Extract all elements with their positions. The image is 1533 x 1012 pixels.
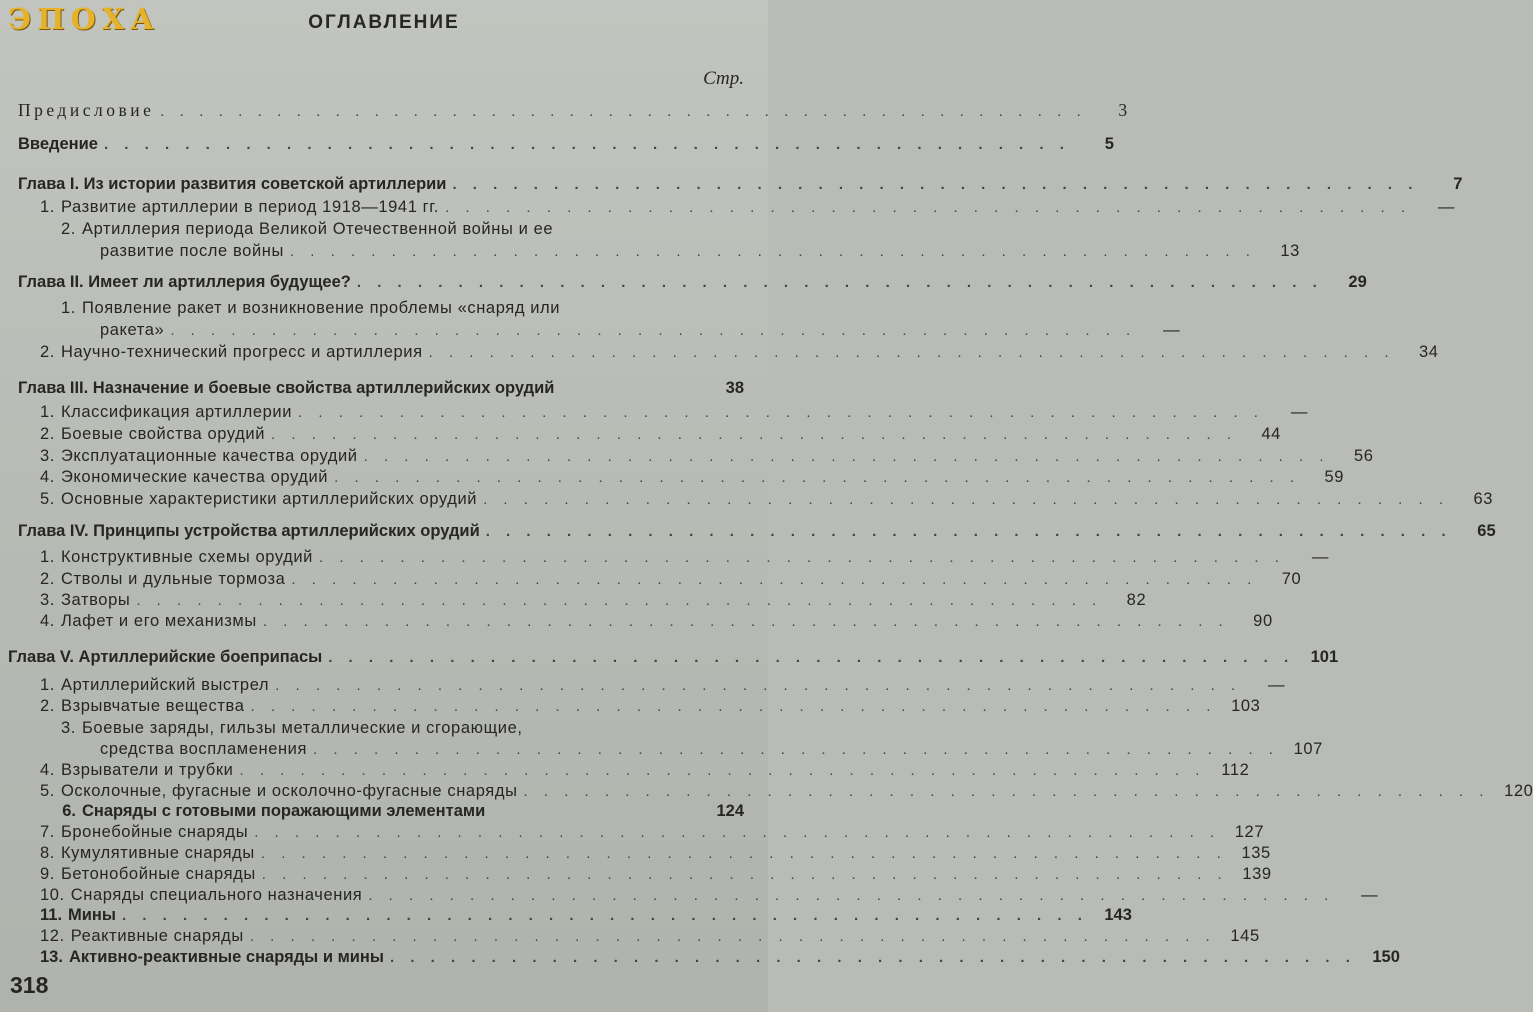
toc-entry-label: Предисловие <box>18 100 155 120</box>
toc-section-entry <box>40 402 1308 423</box>
toc-section-entry <box>40 298 744 318</box>
toc-entry-label: средства воспламенения <box>100 740 308 758</box>
toc-chapter-entry <box>18 174 1463 195</box>
toc-entry-number: 1. <box>40 403 55 421</box>
toc-entry-page: 139 <box>1242 865 1272 883</box>
toc-entry-page: 38 <box>725 379 744 397</box>
toc-entry-number: 4. <box>40 468 55 486</box>
toc-entry-label: Активно-реактивные снаряды и мины <box>68 948 384 966</box>
dot-leader: . . . . . . . . . . . . . . . . . . . . . . . . . . . . . . . . . . . . . . . . . . . . . . . . <box>298 404 1264 421</box>
toc-chapter-entry <box>100 241 1300 262</box>
toc-entry-page: 3 <box>1118 100 1131 120</box>
toc-entry-page: 29 <box>1348 273 1367 291</box>
toc-entry-page: 13 <box>1280 242 1300 260</box>
toc-entry-page: — <box>1267 676 1286 694</box>
toc-section-entry <box>40 781 1533 802</box>
toc-entry-label: Снаряды специального назначения <box>70 886 363 904</box>
toc-entry-page: — <box>1290 403 1308 421</box>
toc-section-entry <box>40 342 1439 363</box>
toc-entry-page: 7 <box>1453 175 1463 193</box>
toc-entry-label: Стволы и дульные тормоза <box>60 570 286 588</box>
toc-entry-label: Появление ракет и возникновение проблемы «снаряд или <box>82 299 561 317</box>
toc-section-entry <box>40 446 1374 467</box>
toc-entry-page: 90 <box>1253 612 1273 630</box>
toc-section-entry <box>40 947 1400 968</box>
toc-entry-number: 1. <box>40 548 55 566</box>
toc-section-entry <box>40 801 744 821</box>
toc-entry-number: 1. <box>40 198 55 216</box>
toc-entry-label: Артиллерия периода Великой Отечественной войны и ее <box>82 220 554 238</box>
toc-entry-label: Осколочные, фугасные и осколочно-фугасные снаряды <box>60 782 518 800</box>
toc-section-entry <box>40 822 1265 843</box>
toc-entry-page: 82 <box>1126 591 1147 609</box>
toc-entry-page: 124 <box>716 802 744 820</box>
toc-entry-number: 12. <box>40 927 65 945</box>
toc-entry-number: 7. <box>40 823 55 841</box>
toc-section-entry <box>40 675 1286 696</box>
toc-chapter-entry <box>8 647 1339 668</box>
toc-section-entry <box>40 467 1345 488</box>
toc-entry-page: 65 <box>1477 522 1496 540</box>
dot-leader: . . . . . . . . . . . . . . . . . . . . . . . . . . . . . . . . . . . . . . . . . . . . . . . . <box>260 845 1227 862</box>
toc-entry-number: 3. <box>40 447 55 465</box>
toc-entry-label: Взрывчатые вещества <box>60 697 245 715</box>
dot-leader: . . . . . . . . . . . . . . . . . . . . . . . . . . . . . . . . . . . . . . . . . . . . . . . . <box>249 928 1216 945</box>
toc-entry-label: Артиллерийский выстрел <box>60 676 270 694</box>
toc-entry-number: 2. <box>40 697 55 715</box>
dot-leader: . . . . . . . . . . . . . . . . . . . . . . . . . . . . . . . . . . . . . . . . . . . . . . . . <box>289 243 1256 260</box>
toc-chapter-entry <box>18 134 1114 155</box>
dot-leader: . . . . . . . . . . . . . . . . . . . . . . . . . . . . . . . . . . . . . . . . . . . . . . . . <box>428 344 1395 361</box>
toc-chapter-entry <box>18 100 1131 122</box>
toc-entry-page: 120 <box>1504 782 1533 800</box>
toc-entry-page: 34 <box>1418 343 1439 361</box>
toc-entry-number: 2. <box>40 343 55 361</box>
toc-entry-label: Реактивные снаряды <box>70 927 244 945</box>
dot-leader: . . . . . . . . . . . . . . . . . . . . . . . . . . . . . . . . . . . . . . . . . . . . . . . . <box>261 866 1228 883</box>
toc-entry-label: Научно-технический прогресс и артиллерия <box>60 343 423 361</box>
toc-entry-label: Снаряды с готовыми поражающими элементами <box>82 802 486 820</box>
toc-entry-number: 2. <box>40 425 55 443</box>
toc-entry-page: 101 <box>1310 648 1339 666</box>
toc-entry-number: 9. <box>40 865 55 883</box>
dot-leader: . . . . . . . . . . . . . . . . . . . . . . . . . . . . . . . . . . . . . . . . . . . . . . . . <box>262 613 1229 630</box>
dot-leader: . . . . . . . . . . . . . . . . . . . . . . . . . . . . . . . . . . . . . . . . . . . . . . . . <box>445 199 1411 216</box>
toc-entry-label: Эксплуатационные качества орудий <box>60 447 358 465</box>
toc-entry-number: 2. <box>61 220 76 238</box>
toc-entry-label: Развитие артиллерии в период 1918—1941 гг. <box>60 198 440 216</box>
toc-chapter-entry <box>100 739 1323 760</box>
toc-section-entry <box>40 569 1302 590</box>
dot-leader: . . . . . . . . . . . . . . . . . . . . . . . . . . . . . . . . . . . . . . . . . . . . . . . . <box>103 136 1070 153</box>
toc-entry-label: Экономические качества орудий <box>60 468 329 486</box>
dot-leader: . . . . . . . . . . . . . . . . . . . . . . . . . . . . . . . . . . . . . . . . . . . . . . . . <box>239 762 1206 779</box>
toc-entry-page: 143 <box>1104 906 1132 924</box>
toc-entry-page: 135 <box>1241 844 1271 862</box>
toc-section-entry <box>40 219 744 239</box>
toc-entry-number: 1. <box>61 299 76 317</box>
dot-leader: . . . . . . . . . . . . . . . . . . . . . . . . . . . . . . . . . . . . . . . . . . . . . . . . <box>250 698 1217 715</box>
dot-leader: . . . . . . . . . . . . . . . . . . . . . . . . . . . . . . . . . . . . . . . . . . . . . . . . <box>275 677 1242 694</box>
page-title: ОГЛАВЛЕНИЕ <box>308 12 460 33</box>
dot-leader: . . . . . . . . . . . . . . . . . . . . . . . . . . . . . . . . . . . . . . . . . . . . . . . . <box>160 104 1087 120</box>
toc-entry-page: 112 <box>1221 761 1250 779</box>
toc-section-entry <box>40 489 1494 510</box>
toc-entry-page: — <box>1361 886 1379 904</box>
toc-entry-label: Кумулятивные снаряды <box>60 844 255 862</box>
toc-section-entry <box>40 885 1379 906</box>
toc-entry-page: 59 <box>1324 468 1345 486</box>
toc-entry-number: 3. <box>61 719 76 737</box>
dot-leader: . . . . . . . . . . . . . . . . . . . . . . . . . . . . . . . . . . . . . . . . . . . . . . . . <box>254 824 1221 841</box>
toc-entry-label: Лафет и его механизмы <box>60 612 257 630</box>
toc-section-entry <box>40 611 1273 632</box>
toc-section-entry <box>40 424 1281 445</box>
toc-entry-page: 70 <box>1281 570 1302 588</box>
toc-entry-page: 56 <box>1353 447 1374 465</box>
toc-chapter-entry <box>18 378 744 398</box>
toc-chapter-entry <box>100 320 1181 341</box>
toc-entry-number: 4. <box>40 761 55 779</box>
toc-entry-label: Боевые свойства орудий <box>60 425 266 443</box>
toc-entry-page: 127 <box>1234 823 1265 841</box>
toc-entry-number: 5. <box>40 490 55 508</box>
toc-entry-page: 107 <box>1293 740 1323 758</box>
toc-entry-label: Глава III. Назначение и боевые свойства артиллерийских орудий <box>18 379 555 397</box>
dot-leader: . . . . . . . . . . . . . . . . . . . . . . . . . . . . . . . . . . . . . . . . . . . . . . . . <box>121 907 1088 924</box>
dot-leader: . . . . . . . . . . . . . . . . . . . . . . . . . . . . . . . . . . . . . . . . . . . . . . . . <box>356 274 1323 291</box>
toc-entry-page: 150 <box>1372 948 1400 966</box>
dot-leader: . . . . . . . . . . . . . . . . . . . . . . . . . . . . . . . . . . . . . . . . . . . . . . . . <box>483 491 1450 508</box>
toc-section-entry <box>40 843 1271 864</box>
toc-entry-label: Введение <box>18 135 98 153</box>
toc-entry-number: 13. <box>40 948 63 966</box>
toc-entry-page: — <box>1311 548 1329 566</box>
dot-leader: . . . . . . . . . . . . . . . . . . . . . . . . . . . . . . . . . . . . . . . . . . . . . . . . <box>523 783 1490 800</box>
toc-entry-label: Бронебойные снаряды <box>60 823 249 841</box>
toc-section-entry <box>40 547 1329 568</box>
toc-entry-label: Боевые заряды, гильзы металлические и сгорающие, <box>82 719 523 737</box>
toc-entry-number: 2. <box>40 570 55 588</box>
dot-leader: . . . . . . . . . . . . . . . . . . . . . . . . . . . . . . . . . . . . . . . . . . . . . . . . <box>452 176 1419 193</box>
toc-entry-page: 63 <box>1473 490 1494 508</box>
toc-entry-page: 103 <box>1231 697 1261 715</box>
toc-section-entry <box>40 926 1260 947</box>
dot-leader: . . . . . . . . . . . . . . . . . . . . . . . . . . . . . . . . . . . . . . . . . . . . . . . . <box>363 448 1330 465</box>
toc-entry-label: Классификация артиллерии <box>60 403 293 421</box>
toc-section-entry <box>40 718 744 738</box>
toc-entry-label: Глава IV. Принципы устройства артиллерийских орудий <box>18 522 480 540</box>
toc-entry-number: 11. <box>40 906 63 924</box>
toc-entry-page: 5 <box>1104 135 1114 153</box>
dot-leader: . . . . . . . . . . . . . . . . . . . . . . . . . . . . . . . . . . . . . . . . . . . . . . . . <box>485 523 1452 540</box>
toc-entry-page: 145 <box>1230 927 1260 945</box>
page-number: 318 <box>10 972 49 998</box>
toc-chapter-entry <box>18 521 1496 542</box>
toc-entry-label: Конструктивные схемы орудий <box>60 548 314 566</box>
dot-leader: . . . . . . . . . . . . . . . . . . . . . . . . . . . . . . . . . . . . . . . . . . . . . . . . <box>313 741 1279 758</box>
dot-leader: . . . . . . . . . . . . . . . . . . . . . . . . . . . . . . . . . . . . . . . . . . . . . . . . <box>389 949 1356 966</box>
toc-entry-number: 8. <box>40 844 55 862</box>
toc-section-entry <box>40 760 1250 781</box>
dot-leader: . . . . . . . . . . . . . . . . . . . . . . . . . . . . . . . . . . . . . . . . . . . . . . . . <box>328 649 1295 666</box>
toc-entry-label: Взрыватели и трубки <box>60 761 234 779</box>
dot-leader: . . . . . . . . . . . . . . . . . . . . . . . . . . . . . . . . . . . . . . . . . . . . . . . . <box>319 549 1285 566</box>
toc-entry-number: 4. <box>40 612 55 630</box>
toc-section-entry <box>40 905 1132 926</box>
toc-entry-label: Мины <box>68 906 116 924</box>
toc-entry-label: Глава II. Имеет ли артиллерия будущее? <box>18 273 351 291</box>
toc-entry-label: развитие после войны <box>100 242 284 260</box>
toc-entry-label: Глава V. Артиллерийские боеприпасы <box>8 648 323 666</box>
toc-entry-label: Основные характеристики артиллерийских орудий <box>60 490 478 508</box>
toc-entry-page: — <box>1437 198 1455 216</box>
toc-entry-label: Затворы <box>60 591 131 609</box>
toc-section-entry <box>40 197 1455 218</box>
toc-section-entry <box>40 864 1272 885</box>
dot-leader: . . . . . . . . . . . . . . . . . . . . . . . . . . . . . . . . . . . . . . . . . . . . . . . . <box>368 887 1335 904</box>
dot-leader: . . . . . . . . . . . . . . . . . . . . . . . . . . . . . . . . . . . . . . . . . . . . . . . . <box>271 426 1237 443</box>
toc-entry-page: — <box>1163 321 1181 339</box>
dot-leader: . . . . . . . . . . . . . . . . . . . . . . . . . . . . . . . . . . . . . . . . . . . . . . . . <box>334 469 1301 486</box>
toc-entry-number: 10. <box>40 886 65 904</box>
toc-entry-number: 5. <box>40 782 55 800</box>
toc-entry-number: 1. <box>40 676 55 694</box>
dot-leader: . . . . . . . . . . . . . . . . . . . . . . . . . . . . . . . . . . . . . . . . . . . . . . . . <box>170 322 1137 339</box>
toc-entry-page: 44 <box>1261 425 1281 443</box>
toc-entry-label: ракета» <box>100 321 165 339</box>
toc-entry-number: 3. <box>40 591 55 609</box>
toc-section-entry <box>40 590 1147 611</box>
dot-leader: . . . . . . . . . . . . . . . . . . . . . . . . . . . . . . . . . . . . . . . . . . . . . . . . <box>291 571 1258 588</box>
dot-leader: . . . . . . . . . . . . . . . . . . . . . . . . . . . . . . . . . . . . . . . . . . . . . . . . <box>136 592 1103 609</box>
page-column-label: Стр. <box>703 68 744 89</box>
toc-entry-number: 6. <box>62 802 76 820</box>
toc-chapter-entry <box>18 272 1367 293</box>
toc-entry-label: Глава I. Из истории развития советской артиллерии <box>18 175 447 193</box>
toc-section-entry <box>40 696 1261 717</box>
watermark-logo: ЭПОХА <box>8 2 160 36</box>
toc-entry-label: Бетонобойные снаряды <box>60 865 256 883</box>
